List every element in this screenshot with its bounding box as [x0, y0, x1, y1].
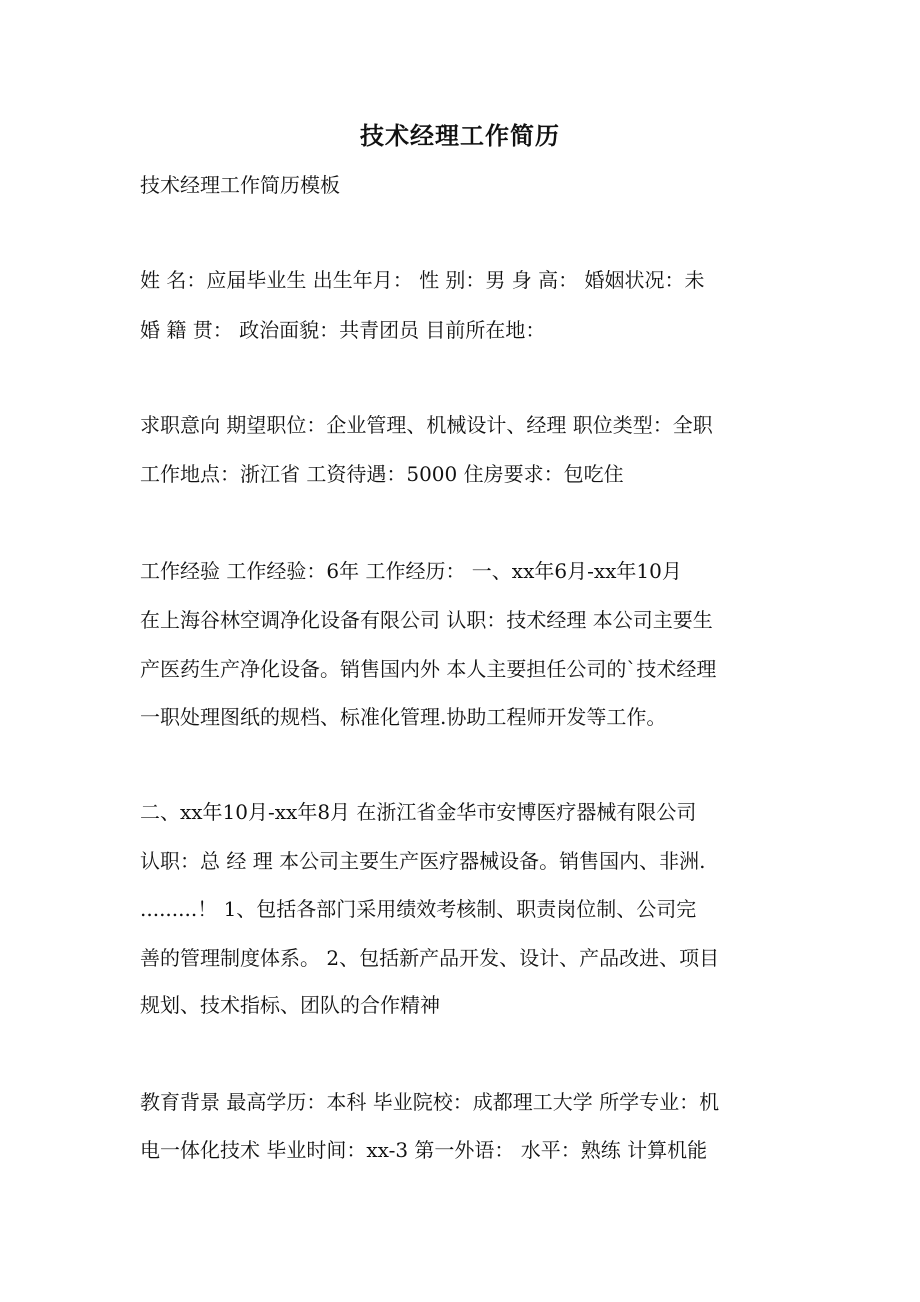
job-intention-line-2: 工作地点：浙江省 工资待遇：5000 住房要求：包吃住 [140, 462, 624, 486]
document-title: 技术经理工作简历 [360, 121, 560, 150]
personal-info-line-1: 姓 名：应届毕业生 出生年月： 性 别：男 身 高： 婚姻状况：未 [140, 268, 705, 292]
work-experience-2-line-3: .........！ 1、包括各部门采用绩效考核制、职责岗位制、公司完 [140, 897, 697, 921]
personal-info-line-2: 婚 籍 贯： 政治面貌：共青团员 目前所在地： [140, 318, 546, 342]
work-experience-line-1: 工作经验 工作经验：6年 工作经历： 一、xx年6月-xx年10月 [140, 559, 682, 583]
document-subtitle: 技术经理工作简历模板 [140, 173, 340, 197]
education-line-1: 教育背景 最高学历：本科 毕业院校：成都理工大学 所学专业：机 [140, 1090, 720, 1114]
work-experience-line-2: 在上海谷林空调净化设备有限公司 认职：技术经理 本公司主要生 [140, 608, 713, 632]
work-experience-2-line-2: 认职：总 经 理 本公司主要生产医疗器械设备。销售国内、非洲. [140, 849, 706, 873]
job-intention-line-1: 求职意向 期望职位：企业管理、机械设计、经理 职位类型：全职 [140, 413, 713, 437]
work-experience-2-line-5: 规划、技术指标、团队的合作精神 [140, 993, 440, 1017]
work-experience-line-4: 一职处理图纸的规档、标准化管理.协助工程师开发等工作。 [140, 705, 667, 729]
work-experience-2-line-4: 善的管理制度体系。 2、包括新产品开发、设计、产品改进、项目 [140, 946, 720, 970]
education-line-2: 电一体化技术 毕业时间：xx-3 第一外语： 水平：熟练 计算机能 [140, 1138, 708, 1162]
work-experience-2-line-1: 二、xx年10月-xx年8月 在浙江省金华市安博医疗器械有限公司 [140, 800, 697, 824]
work-experience-line-3: 产医药生产净化设备。销售国内外 本人主要担任公司的`技术经理 [140, 657, 717, 681]
